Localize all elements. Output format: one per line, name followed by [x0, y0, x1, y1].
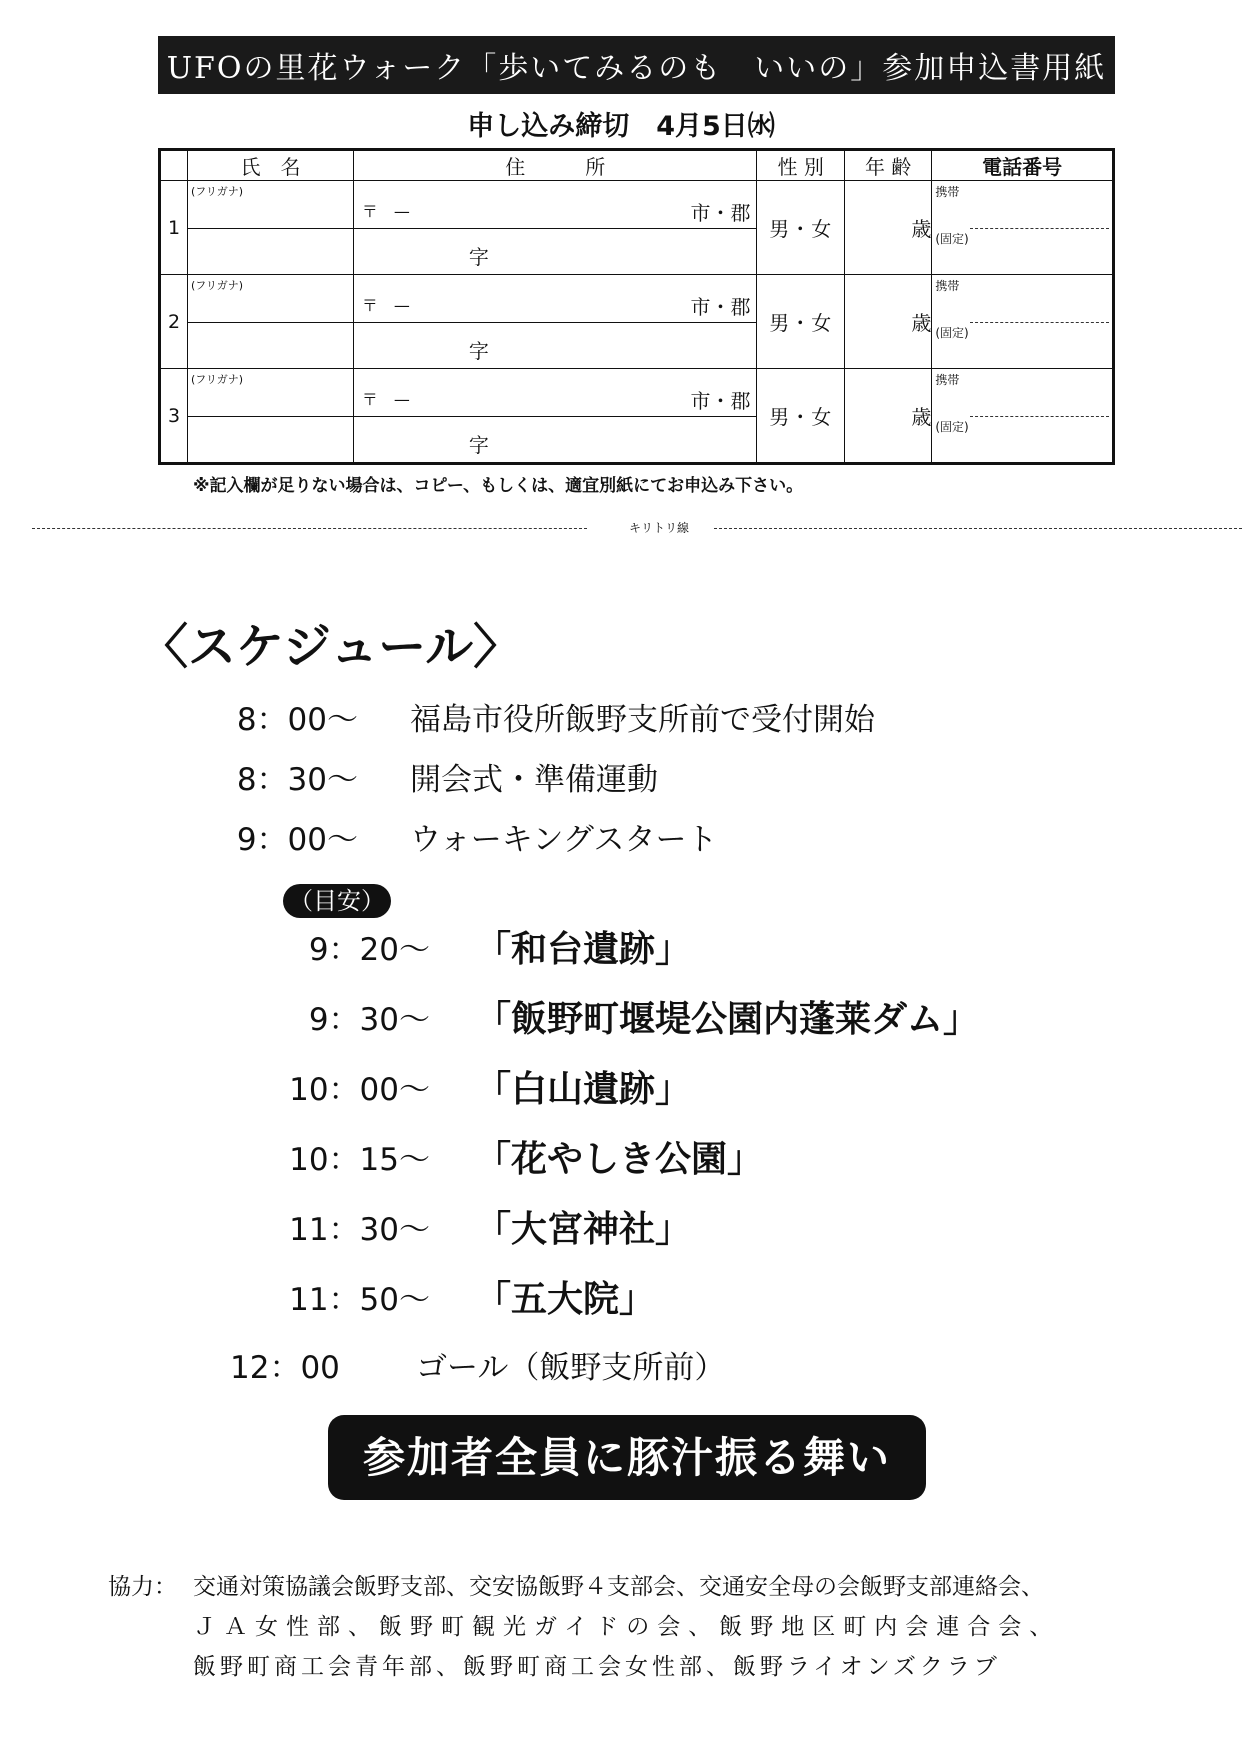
cooperation-line: ＪＡ女性部、飯野町観光ガイドの会、飯野地区町内会連合会、: [193, 1614, 1061, 1640]
spot-name: 「花やしき公園」: [475, 1139, 764, 1180]
row-number: 1: [160, 181, 188, 275]
name-kanji-field[interactable]: [188, 323, 354, 369]
cooperation-label: 協力：: [108, 1574, 177, 1600]
aza-label: 字: [468, 433, 489, 457]
furigana-label: (フリガナ): [191, 373, 244, 386]
spot-time: 10：15〜: [289, 1142, 430, 1178]
name-field[interactable]: [188, 181, 354, 229]
header-name: 氏 名: [188, 150, 354, 181]
cooperation-line: 飯野町商工会青年部、飯野町商工会女性部、飯野ライオンズクラブ: [193, 1654, 1001, 1680]
age-field[interactable]: 歳: [844, 369, 931, 464]
city-label: 市・郡: [690, 201, 751, 225]
header-address: 住 所: [353, 150, 757, 181]
age-field[interactable]: 歳: [844, 181, 931, 275]
gender-field[interactable]: 男・女: [757, 369, 844, 464]
row-number: 2: [160, 275, 188, 369]
city-label: 市・郡: [690, 295, 751, 319]
schedule-goal: [230, 1342, 725, 1387]
address-field[interactable]: [353, 275, 757, 323]
spot-item: [280, 921, 691, 972]
address-field[interactable]: [353, 369, 757, 417]
name-field[interactable]: [188, 275, 354, 323]
aza-label: 字: [468, 339, 489, 363]
tonjiru-banner: 参加者全員に豚汁振る舞い: [328, 1415, 926, 1500]
spot-time: 10：00〜: [289, 1072, 430, 1108]
address-detail-field[interactable]: [353, 323, 757, 369]
table-row: [160, 369, 1114, 417]
spot-name: 「大宮神社」: [475, 1209, 692, 1250]
header-gender: 性 別: [757, 150, 844, 181]
schedule-item: [230, 754, 658, 799]
goal-time: 12：00: [230, 1350, 340, 1386]
table-row: [160, 181, 1114, 229]
address-field[interactable]: [353, 181, 757, 229]
spot-item: [280, 1201, 691, 1252]
name-kanji-field[interactable]: [188, 229, 354, 275]
name-kanji-field[interactable]: [188, 417, 354, 464]
table-header-row: [160, 150, 1114, 181]
address-detail-field[interactable]: [353, 417, 757, 464]
fixed-label: (固定): [935, 325, 969, 340]
goal-text: ゴール（飯野支所前）: [416, 1350, 726, 1386]
cut-line-label: キリトリ線: [629, 521, 690, 535]
fixed-label: (固定): [935, 231, 969, 246]
name-field[interactable]: [188, 369, 354, 417]
meyasu-badge: （目安）: [283, 884, 391, 918]
fixed-label: (固定): [935, 419, 969, 434]
spot-time: 9：20〜: [308, 932, 430, 968]
postal-mark: 〒 —: [361, 390, 410, 409]
spot-item: [280, 1061, 691, 1112]
spot-time: 11：30〜: [289, 1212, 430, 1248]
cut-line: [32, 518, 1242, 538]
age-field[interactable]: 歳: [844, 275, 931, 369]
header-age: 年 齢: [844, 150, 931, 181]
deadline: 申し込み締切 4月5日㈬: [467, 111, 775, 142]
spot-name: 「五大院」: [475, 1279, 656, 1320]
address-detail-field[interactable]: [353, 229, 757, 275]
mobile-label: 携帯: [935, 373, 960, 387]
header-phone: 電話番号: [932, 150, 1114, 181]
spot-name: 「和台遺跡」: [475, 929, 692, 970]
schedule-heading: 〈スケジュール〉: [140, 619, 522, 675]
cooperation-line: 交通対策協議会飯野支部、交安協飯野４支部会、交通安全母の会飯野支部連絡会、: [193, 1574, 1044, 1600]
city-label: 市・郡: [690, 389, 751, 413]
schedule-item: [230, 814, 718, 859]
phone-field[interactable]: [932, 369, 1114, 464]
postal-mark: 〒 —: [361, 202, 410, 221]
schedule-text: 開会式・準備運動: [410, 762, 658, 798]
spot-name: 「白山遺跡」: [475, 1069, 692, 1110]
phone-field[interactable]: [932, 275, 1114, 369]
mobile-label: 携帯: [935, 185, 960, 199]
spot-name: 「飯野町堰堤公園内蓬莱ダム」: [475, 999, 980, 1040]
mobile-label: 携帯: [935, 279, 960, 293]
header-num: [160, 150, 188, 181]
schedule-time: 9：00〜: [236, 822, 358, 858]
spot-time: 11：50〜: [289, 1282, 430, 1318]
spot-item: [280, 991, 979, 1042]
aza-label: 字: [468, 245, 489, 269]
schedule-time: 8：00〜: [236, 702, 358, 738]
spot-time: 9：30〜: [308, 1002, 430, 1038]
schedule-item: [230, 694, 875, 739]
spot-item: [280, 1271, 655, 1322]
form-note: ※記入欄が足りない場合は、コピー、もしくは、適宜別紙にてお申込み下さい。: [193, 476, 804, 496]
gender-field[interactable]: 男・女: [757, 181, 844, 275]
phone-field[interactable]: [932, 181, 1114, 275]
schedule-text: ウォーキングスタート: [410, 822, 718, 858]
form-title: UFOの里花ウォーク「歩いてみるのも いいの」参加申込書用紙: [158, 36, 1115, 94]
row-number: 3: [160, 369, 188, 464]
gender-field[interactable]: 男・女: [757, 275, 844, 369]
postal-mark: 〒 —: [361, 296, 410, 315]
application-form-table: [158, 148, 1115, 465]
furigana-label: (フリガナ): [191, 279, 244, 292]
spot-item: [280, 1131, 763, 1182]
furigana-label: (フリガナ): [191, 185, 244, 198]
schedule-time: 8：30〜: [236, 762, 358, 798]
table-row: [160, 275, 1114, 323]
schedule-text: 福島市役所飯野支所前で受付開始: [410, 702, 875, 738]
